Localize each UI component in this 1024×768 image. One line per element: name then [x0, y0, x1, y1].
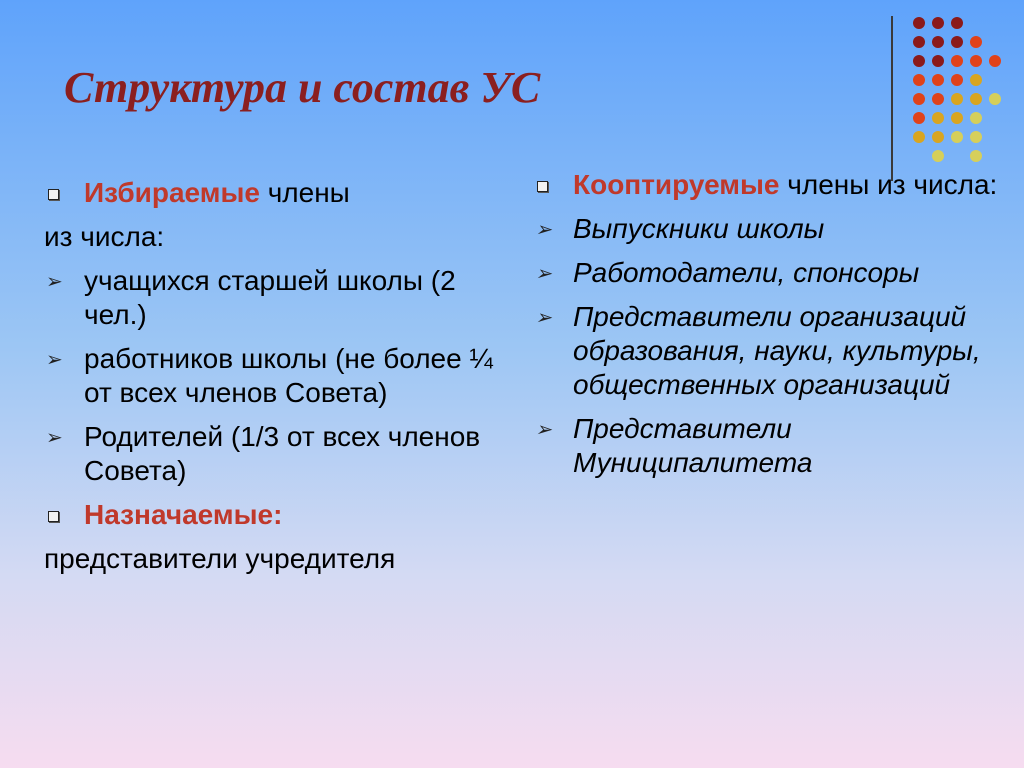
decor-dot — [951, 17, 963, 29]
decor-dot — [913, 55, 925, 67]
decor-dot — [932, 131, 944, 143]
decor-dot — [932, 55, 944, 67]
list-item-text: Представители Муниципалитета — [573, 413, 813, 478]
arrow-bullet-icon: ➢ — [535, 219, 552, 241]
decor-dot — [913, 74, 925, 86]
coopted-label: Кооптируемые — [573, 169, 780, 200]
list-item — [533, 300, 1003, 402]
list-item — [533, 412, 1003, 480]
decor-dot — [951, 93, 963, 105]
arrow-bullet-icon: ➢ — [535, 307, 552, 329]
slide-title: Структура и состав УС — [64, 63, 541, 112]
decor-dot — [932, 74, 944, 86]
square-bullet-icon — [48, 511, 59, 522]
list-item — [44, 264, 514, 332]
decor-dot — [932, 36, 944, 48]
list-item — [533, 256, 1003, 290]
coopted-header — [533, 168, 1003, 202]
decor-dot — [913, 17, 925, 29]
decor-dot — [970, 150, 982, 162]
decor-dot — [989, 93, 1001, 105]
decor-dot — [970, 36, 982, 48]
list-item — [533, 212, 1003, 246]
decor-dot — [970, 112, 982, 124]
decor-dot — [989, 55, 1001, 67]
decor-dot — [970, 93, 982, 105]
decor-dot — [951, 36, 963, 48]
decor-dot — [951, 55, 963, 67]
list-item-text: Работодатели, спонсоры — [573, 257, 920, 288]
decor-dot — [913, 36, 925, 48]
arrow-bullet-icon: ➢ — [46, 427, 63, 449]
list-item — [44, 342, 514, 410]
arrow-bullet-icon: ➢ — [46, 349, 63, 371]
elected-label: Избираемые — [84, 177, 260, 208]
list-item-text: учащихся старшей школы (2 чел.) — [84, 265, 456, 330]
from-number-text: из числа: — [44, 221, 165, 252]
appointed-header — [44, 498, 514, 532]
decor-dot — [970, 74, 982, 86]
arrow-bullet-icon: ➢ — [535, 263, 552, 285]
decor-dot — [951, 112, 963, 124]
decor-dot — [932, 112, 944, 124]
decor-dot — [951, 74, 963, 86]
decor-dot — [913, 93, 925, 105]
decor-dot — [913, 131, 925, 143]
arrow-bullet-icon: ➢ — [46, 271, 63, 293]
list-item-text: Родителей (1/3 от всех членов Совета) — [84, 421, 481, 486]
elected-rest: члены — [259, 177, 350, 208]
coopted-rest: члены из числа: — [779, 169, 998, 200]
decor-dot — [913, 112, 925, 124]
title-divider-line — [891, 16, 893, 181]
left-column — [44, 176, 514, 586]
right-column — [533, 168, 1003, 490]
list-item-text: Выпускники школы — [573, 213, 825, 244]
decor-dot — [932, 150, 944, 162]
square-bullet-icon — [537, 181, 548, 192]
appointed-text: представители учредителя — [44, 543, 396, 574]
list-item-text: Представители организаций образования, науки, культуры, общественных организаций — [573, 301, 981, 400]
appointed-label: Назначаемые: — [84, 499, 283, 530]
elected-header — [44, 176, 514, 210]
square-bullet-icon — [48, 189, 59, 200]
decor-dot — [932, 93, 944, 105]
decorative-dot-grid — [0, 0, 1024, 180]
decor-dot — [951, 131, 963, 143]
decor-dot — [970, 55, 982, 67]
arrow-bullet-icon: ➢ — [535, 419, 552, 441]
decor-dot — [932, 17, 944, 29]
list-item — [44, 420, 514, 488]
decor-dot — [970, 131, 982, 143]
list-item-text: работников школы (не более ¼ от всех членов Совета) — [84, 343, 493, 408]
